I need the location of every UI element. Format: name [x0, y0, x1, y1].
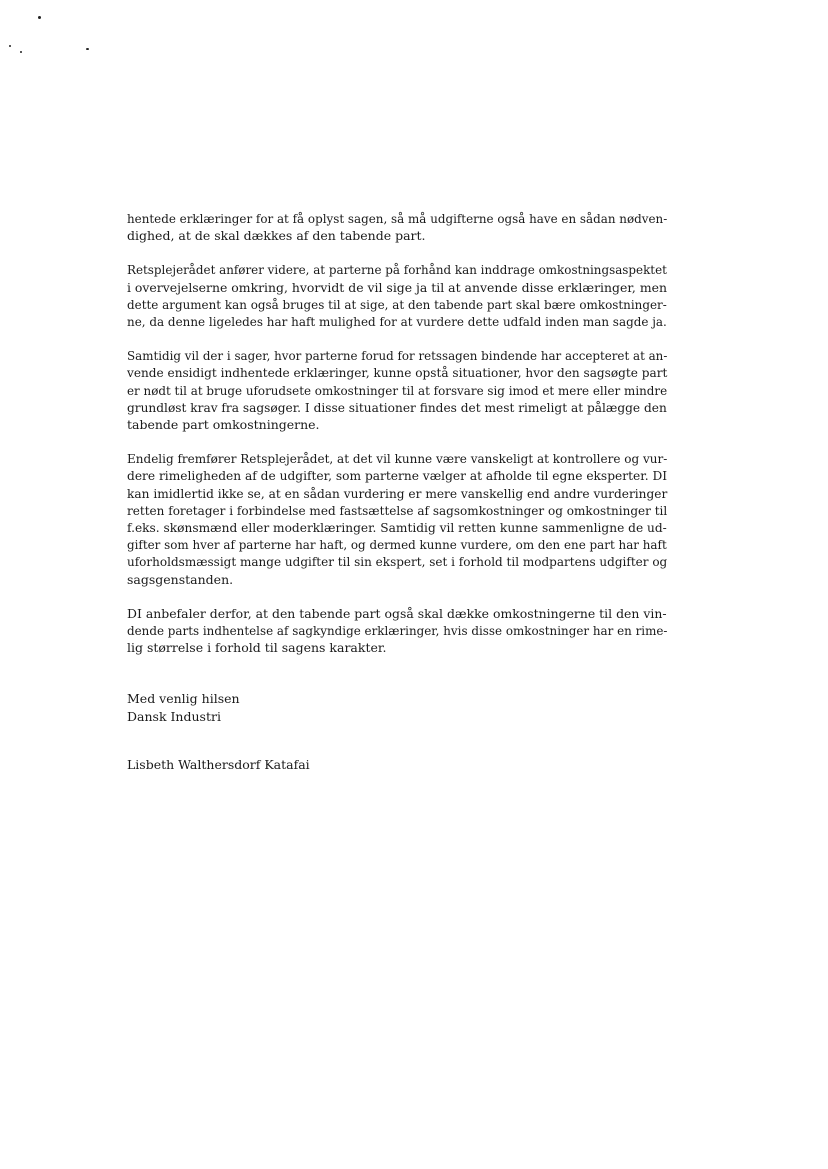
text-line: dette argument kan også bruges til at sige, at den tabende part skal bære omkostninger-	[127, 296, 667, 312]
scan-speck	[86, 48, 89, 50]
text-line: Endelig fremfører Retsplejerådet, at det vil kunne være vanskeligt at kontrollere og vur-	[127, 451, 668, 467]
text-line: tabende part omkostningerne.	[127, 417, 320, 433]
text-line: er nødt til at bruge uforudsete omkostninger til at forsvare sig imod et mere eller mindre	[127, 382, 668, 398]
text-line: lig størrelse i forhold til sagens karakter.	[127, 640, 387, 656]
signature-name: Lisbeth Walthersdorf Katafai	[127, 756, 310, 772]
text-line: uforholdsmæssigt mange udgifter til sin ekspert, set i forhold til modpartens udgifter og	[127, 554, 668, 570]
text-line: DI anbefaler derfor, at den tabende part også skal dække omkostningerne til den vin-	[127, 605, 667, 621]
paragraph-3	[127, 347, 667, 433]
text-line: sagsgenstanden.	[127, 571, 234, 587]
text-line: i overvejelserne omkring, hvorvidt de vil sige ja til at anvende disse erklæringer, men	[127, 279, 667, 295]
paragraph-1	[127, 210, 667, 244]
scan-speck	[9, 45, 11, 47]
text-line: ne, da denne ligeledes har haft mulighed for at vurdere dette udfald inden man sagde ja.	[127, 314, 667, 330]
paragraph-4	[127, 450, 667, 588]
closing-greeting: Med venlig hilsen	[127, 691, 240, 707]
letter-body	[127, 210, 667, 773]
text-line: vende ensidigt indhentede erklæringer, kunne opstå situationer, hvor den sagsøgte part	[127, 365, 668, 381]
paragraph-5	[127, 605, 667, 657]
text-line: hentede erklæringer for at få oplyst sagen, så må udgifterne også have en sådan nødven-	[127, 211, 668, 226]
text-line: Retsplejerådet anfører videre, at parterne på forhånd kan inddrage omkostningsaspektet	[127, 262, 667, 278]
scan-speck	[38, 16, 41, 19]
text-line: dende parts indhentelse af sagkyndige erklæringer, hvis disse omkostninger har en rime-	[127, 623, 668, 639]
paragraph-2	[127, 261, 667, 330]
closing-organization: Dansk Industri	[127, 708, 221, 724]
text-line: f.eks. skønsmænd eller moderklæringer. Samtidig vil retten kunne sammenligne de ud-	[127, 520, 667, 536]
text-line: grundløst krav fra sagsøger. I disse situationer findes det mest rimeligt at pålægge den	[127, 399, 667, 415]
text-line: gifter som hver af parterne har haft, og dermed kunne vurdere, om den ene part har haft	[127, 537, 667, 553]
text-line: dighed, at de skal dækkes af den tabende part.	[127, 228, 426, 244]
text-line: retten foretager i forbindelse med fastsættelse af sagsomkostninger og omkostninger til	[127, 502, 668, 518]
text-line: Samtidig vil der i sager, hvor parterne forud for retssagen bindende har accepteret at an-	[127, 348, 668, 364]
closing-block	[127, 690, 667, 724]
text-line: dere rimeligheden af de udgifter, som parterne vælger at afholde til egne eksperter. DI	[127, 468, 668, 484]
text-line: kan imidlertid ikke se, at en sådan vurdering er mere vanskellig end andre vurderinger	[127, 485, 668, 501]
scan-speck	[20, 51, 22, 53]
